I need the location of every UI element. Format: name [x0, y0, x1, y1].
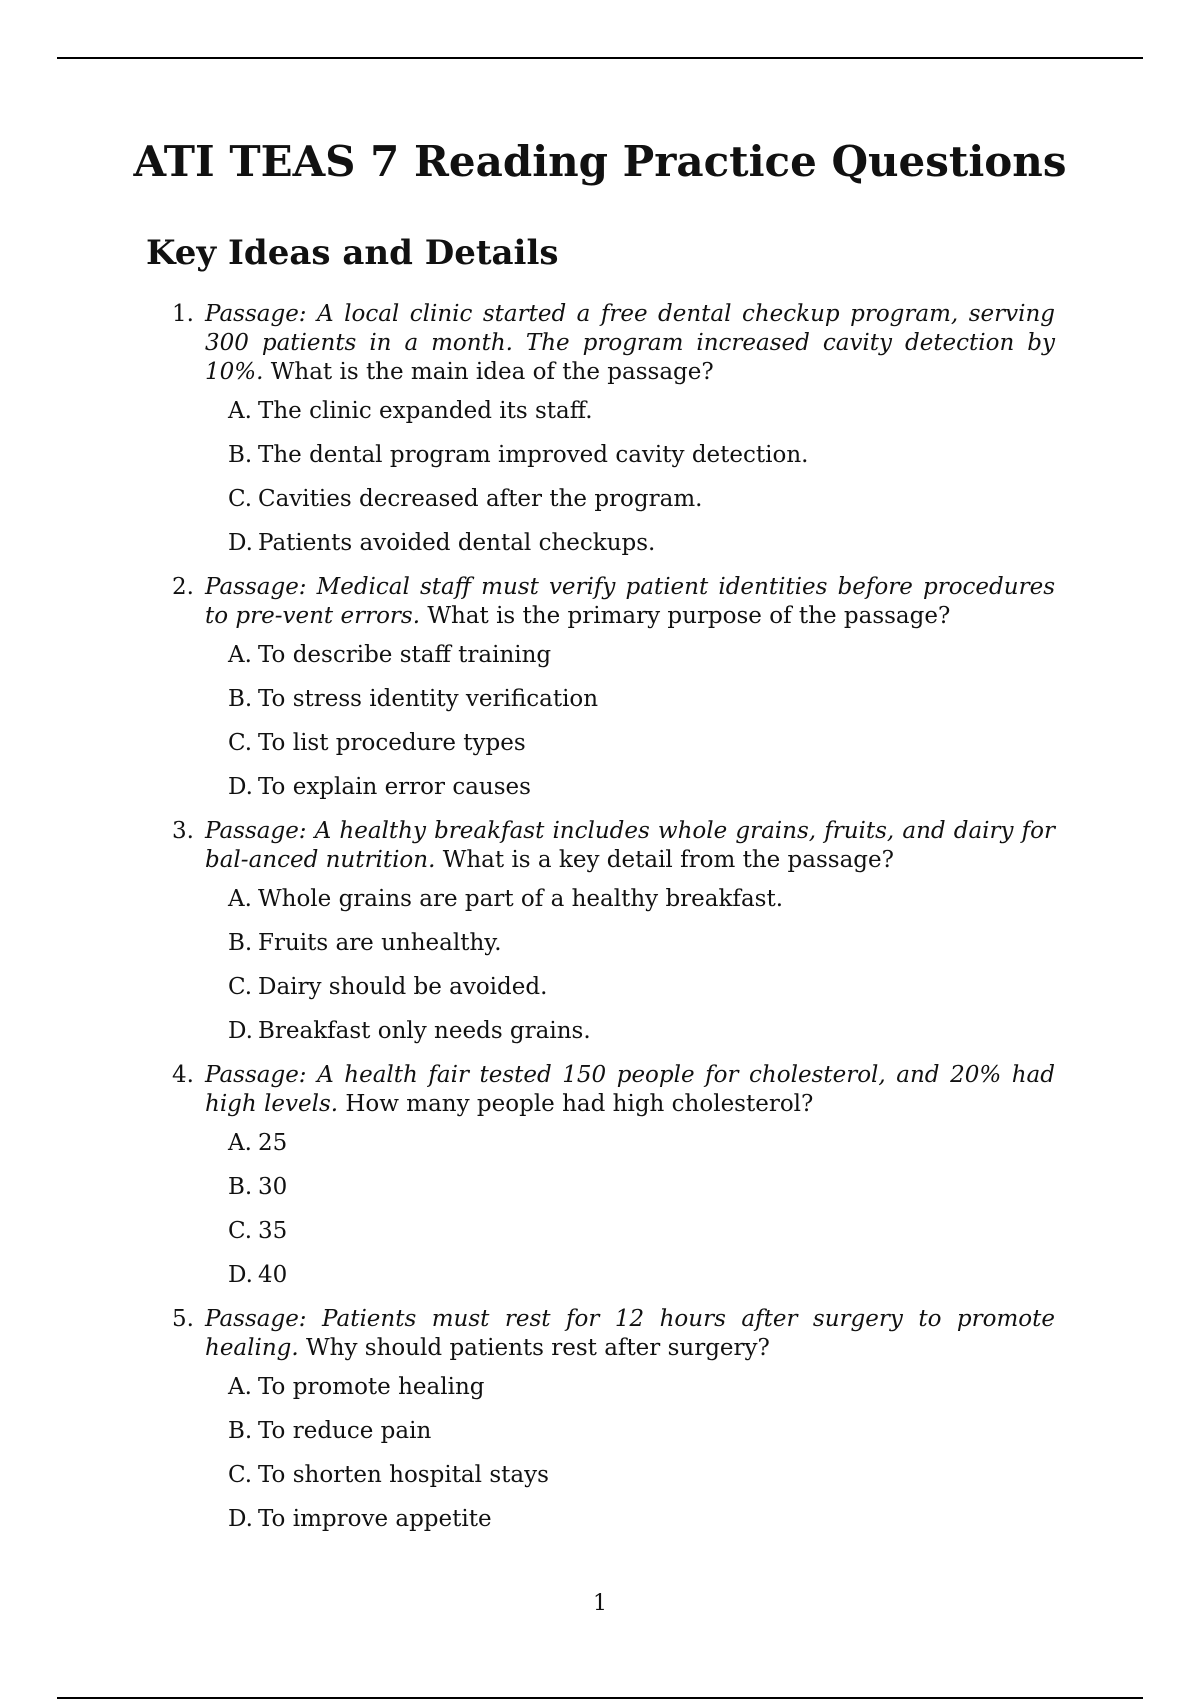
question-item	[172, 1305, 1055, 1534]
answer-option	[228, 1017, 1055, 1046]
answer-option	[228, 1129, 1055, 1158]
option-letter: A.	[228, 398, 252, 424]
question-text	[205, 300, 1055, 387]
answer-option	[228, 1261, 1055, 1290]
answer-option	[228, 929, 1055, 958]
option-letter: B.	[228, 930, 253, 956]
option-letter: C.	[228, 1462, 253, 1488]
question-item	[172, 1061, 1055, 1290]
question-prompt: What is the primary purpose of the passage?	[427, 603, 951, 629]
document-title: ATI TEAS 7 Reading Practice Questions	[133, 137, 1067, 186]
question-item	[172, 300, 1055, 558]
option-letter: D.	[228, 1506, 253, 1532]
question-text	[205, 817, 1055, 875]
option-text: To list procedure types	[258, 730, 526, 756]
option-text: The clinic expanded its staff.	[258, 398, 593, 424]
option-letter: D.	[228, 774, 253, 800]
question-number: 4.	[172, 1062, 194, 1088]
question-passage: Passage: A healthy breakfast includes whole grains, fruits, and dairy for bal-anced nutrition.	[205, 818, 1055, 873]
option-text: Dairy should be avoided.	[258, 974, 548, 1000]
option-letter: A.	[228, 642, 252, 668]
option-text: 25	[258, 1130, 288, 1156]
option-letter: B.	[228, 686, 253, 712]
page-number: 1	[593, 1591, 607, 1616]
option-letter: B.	[228, 1174, 253, 1200]
answer-options	[205, 641, 1055, 802]
answer-option	[228, 973, 1055, 1002]
answer-option	[228, 1373, 1055, 1402]
option-text: To shorten hospital stays	[258, 1462, 549, 1488]
option-text: To reduce pain	[258, 1418, 432, 1444]
answer-option	[228, 641, 1055, 670]
question-item	[172, 573, 1055, 802]
answer-option	[228, 1461, 1055, 1490]
bottom-rule	[57, 1697, 1143, 1699]
option-letter: C.	[228, 486, 253, 512]
question-passage: Passage: Medical staff must verify patient identities before procedures to pre-vent errors.	[205, 574, 1055, 629]
question-prompt: Why should patients rest after surgery?	[306, 1335, 770, 1361]
section-heading: Key Ideas and Details	[146, 233, 559, 273]
question-prompt: How many people had high cholesterol?	[345, 1091, 814, 1117]
option-text: Whole grains are part of a healthy breakfast.	[258, 886, 784, 912]
option-text: Breakfast only needs grains.	[258, 1018, 591, 1044]
option-letter: D.	[228, 1262, 253, 1288]
question-item	[172, 817, 1055, 1046]
option-text: Fruits are unhealthy.	[258, 930, 502, 956]
option-text: Patients avoided dental checkups.	[258, 530, 656, 556]
option-text: To improve appetite	[258, 1506, 492, 1532]
option-letter: A.	[228, 886, 252, 912]
answer-option	[228, 685, 1055, 714]
option-text: 40	[258, 1262, 288, 1288]
answer-options	[205, 397, 1055, 558]
option-text: 30	[258, 1174, 288, 1200]
question-passage: Passage: Patients must rest for 12 hours after surgery to promote healing.	[205, 1306, 1055, 1361]
question-text	[205, 573, 1055, 631]
question-list	[0, 300, 1200, 1549]
question-number: 3.	[172, 818, 194, 844]
answer-option	[228, 441, 1055, 470]
option-letter: B.	[228, 1418, 253, 1444]
answer-options	[205, 1373, 1055, 1534]
answer-option	[228, 1173, 1055, 1202]
option-text: To explain error causes	[258, 774, 531, 800]
question-number: 2.	[172, 574, 194, 600]
question-prompt: What is the main idea of the passage?	[270, 359, 714, 385]
question-passage: Passage: A local clinic started a free dental checkup program, serving 300 patients in a month. The program increased cavity detection by 10%.	[205, 301, 1055, 385]
answer-options	[205, 1129, 1055, 1290]
answer-option	[228, 1505, 1055, 1534]
question-number: 1.	[172, 301, 194, 327]
option-text: 35	[258, 1218, 288, 1244]
question-passage: Passage: A health fair tested 150 people for cholesterol, and 20% had high levels.	[205, 1062, 1055, 1117]
answer-option	[228, 729, 1055, 758]
answer-option	[228, 773, 1055, 802]
answer-option	[228, 1217, 1055, 1246]
option-text: The dental program improved cavity detection.	[258, 442, 809, 468]
answer-option	[228, 885, 1055, 914]
option-text: Cavities decreased after the program.	[258, 486, 703, 512]
option-text: To describe staff training	[258, 642, 552, 668]
question-text	[205, 1305, 1055, 1363]
option-letter: D.	[228, 530, 253, 556]
top-rule	[57, 57, 1143, 59]
option-letter: C.	[228, 730, 253, 756]
answer-option	[228, 485, 1055, 514]
option-letter: C.	[228, 1218, 253, 1244]
option-letter: A.	[228, 1374, 252, 1400]
question-number: 5.	[172, 1306, 194, 1332]
option-text: To stress identity verification	[258, 686, 599, 712]
question-text	[205, 1061, 1055, 1119]
answer-option	[228, 397, 1055, 426]
question-prompt: What is a key detail from the passage?	[442, 847, 894, 873]
answer-option	[228, 1417, 1055, 1446]
option-text: To promote healing	[258, 1374, 485, 1400]
answer-option	[228, 529, 1055, 558]
option-letter: B.	[228, 442, 253, 468]
answer-options	[205, 885, 1055, 1046]
option-letter: A.	[228, 1130, 252, 1156]
option-letter: D.	[228, 1018, 253, 1044]
option-letter: C.	[228, 974, 253, 1000]
